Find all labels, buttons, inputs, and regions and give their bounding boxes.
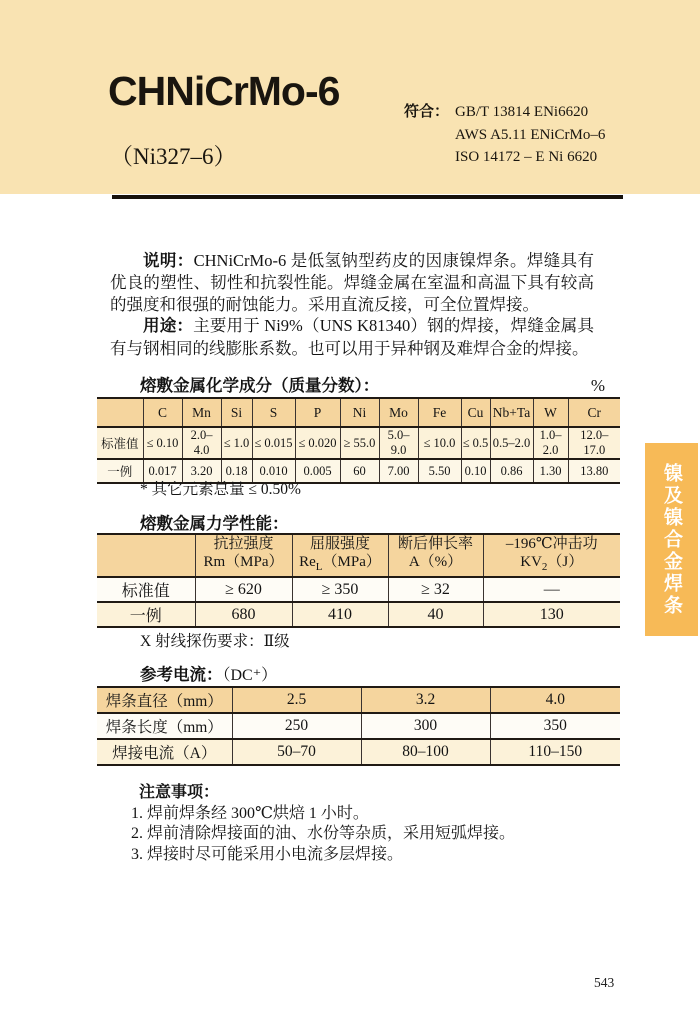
chem-col-header: Mn (182, 398, 221, 427)
mech-col-header: 屈服强度 $Re_L(MPa)$ (292, 534, 388, 577)
chem-col-header: Fe (418, 398, 461, 427)
row-label: 标准值 (100, 437, 139, 451)
row-label: 标准值 (121, 583, 170, 600)
notes-block (131, 783, 515, 865)
current-dc-param: （DC⁺） (222, 667, 278, 684)
chem-col-header: Ni (340, 398, 379, 427)
mech-cell: — (483, 577, 620, 602)
standards-block (404, 101, 605, 169)
header-band (0, 0, 700, 194)
product-model: （Ni327–6） (110, 144, 237, 169)
chemical-composition-table (97, 397, 620, 484)
row-label: 焊条直径（mm） (105, 693, 223, 710)
chem-cell: 0.010 (252, 459, 295, 483)
chem-col-header: Cu (461, 398, 490, 427)
cur-cell: 300 (361, 713, 490, 739)
paragraph-yongtu (110, 315, 594, 359)
mechanical-standard-row (97, 577, 620, 602)
chem-cell: ≥ 55.0 (340, 427, 379, 459)
current-section-header (140, 661, 277, 685)
mechanical-example-row (97, 602, 620, 627)
mech-cell: ≥ 350 (292, 577, 388, 602)
chem-cell: 0.18 (221, 459, 252, 483)
reference-current-table (97, 686, 620, 766)
length-row (97, 713, 620, 739)
row-label: 一例 (129, 608, 162, 625)
mech-col-header: –196℃冲击功 $KV_2(J)$ (483, 534, 620, 577)
mechanical-properties-table (97, 533, 620, 628)
note-item: 2. 焊前清除焊接面的油、水份等杂质，采用短弧焊接。 (131, 825, 516, 843)
description-block (110, 250, 594, 359)
notes-title: 注意事项： (139, 784, 220, 801)
category-side-tab: 镍及镍合金焊条 (645, 443, 698, 636)
chem-col-header: C (143, 398, 182, 427)
row-label: 焊接电流（A） (112, 745, 217, 762)
chemical-section-title: 熔敷金属化学成分（质量分数）： (140, 377, 380, 395)
shuoming-label: 说明： (143, 252, 194, 270)
chem-cell: ≤ 0.10 (143, 427, 182, 459)
chem-cell: 3.20 (182, 459, 221, 483)
chem-cell: 0.10 (461, 459, 490, 483)
chem-cell: 2.0–4.0 (182, 427, 221, 459)
chem-cell: 13.80 (568, 459, 620, 483)
cur-cell: 80–100 (361, 739, 490, 765)
conform-label: 符合： (404, 103, 450, 120)
chem-cell: ≤ 0.5 (461, 427, 490, 459)
chem-col-header: W (533, 398, 568, 427)
mechanical-section-title: 熔敷金属力学性能： (140, 515, 289, 533)
chem-col-header (97, 398, 143, 427)
chem-cell: 0.5–2.0 (490, 427, 533, 459)
mechanical-header-row (97, 534, 620, 577)
chem-cell: ≤ 10.0 (418, 427, 461, 459)
chem-cell: ≤ 1.0 (221, 427, 252, 459)
chem-col-header: Nb+Ta (490, 398, 533, 427)
mech-cell: 130 (483, 602, 620, 627)
chem-col-header: Cr (568, 398, 620, 427)
chem-cell: ≤ 0.020 (295, 427, 340, 459)
chem-cell: 5.0–9.0 (379, 427, 418, 459)
mech-cell: 680 (195, 602, 292, 627)
mech-cell: 40 (388, 602, 483, 627)
current-row (97, 739, 620, 765)
header-divider-rule (112, 195, 623, 199)
corner-cell (97, 534, 195, 577)
paragraph-shuoming (110, 250, 594, 315)
chem-cell: 12.0–17.0 (568, 427, 620, 459)
yongtu-label: 用途： (143, 317, 194, 336)
chem-col-header: S (252, 398, 295, 427)
current-section-title: 参考电流： (140, 666, 223, 684)
row-label: 焊条长度（mm） (105, 719, 223, 736)
shuoming-text: CHNiCrMo-6 是低氢钠型药皮的因康镍焊条。焊缝具有优良的塑性、韧性和抗裂性能。焊缝金属在室温和高温下具有较高的强度和很强的耐蚀能力。采用直流反接，可全位置焊接。 (110, 251, 595, 314)
chemical-header-row (97, 398, 620, 427)
note-item: 1. 焊前焊条经 300℃烘焙 1 小时。 (131, 804, 369, 822)
diameter-row (97, 687, 620, 713)
chem-cell: 7.00 (379, 459, 418, 483)
chem-col-header: P (295, 398, 340, 427)
cur-cell: 350 (490, 713, 620, 739)
yongtu-text: 主要用于 Ni9%（UNS K81340）钢的焊接，焊缝金属具有与钢相同的线膨胀系数。也可以用于异种钢及难焊合金的焊接。 (110, 316, 594, 358)
cur-cell: 3.2 (361, 687, 490, 713)
chem-cell: 60 (340, 459, 379, 483)
note-item: 3. 焊接时尽可能采用小电流多层焊接。 (131, 845, 404, 863)
cur-cell: 250 (232, 713, 361, 739)
mech-col-header: 断后伸长率 A（%） (388, 534, 483, 577)
chemical-footnote: * 其它元素总量 ≤ 0.50% (140, 481, 301, 498)
cur-cell: 2.5 (232, 687, 361, 713)
chem-col-header: Mo (379, 398, 418, 427)
chem-cell: 0.005 (295, 459, 340, 483)
mech-cell: ≥ 32 (388, 577, 483, 602)
cur-cell: 4.0 (490, 687, 620, 713)
standard-line: AWS A5.11 ENiCrMo–6 (455, 126, 606, 143)
chem-cell: 5.50 (418, 459, 461, 483)
cur-cell: 50–70 (232, 739, 361, 765)
chem-col-header: Si (221, 398, 252, 427)
chemical-standard-row (97, 427, 620, 459)
standard-line: GB/T 13814 ENi6620 (455, 104, 589, 120)
chemical-section-header (140, 372, 605, 396)
standard-line: ISO 14172 – E Ni 6620 (455, 149, 598, 165)
standards-list (455, 101, 605, 169)
mech-cell: 410 (292, 602, 388, 627)
chemical-unit: % (590, 376, 605, 395)
product-title: CHNiCrMo-6 (108, 68, 340, 114)
page-number: 543 (594, 975, 615, 990)
row-label: 一例 (107, 465, 133, 479)
chem-cell: ≤ 0.015 (252, 427, 295, 459)
mech-cell: ≥ 620 (195, 577, 292, 602)
chem-cell: 1.30 (533, 459, 568, 483)
mech-col-header: 抗拉强度 Rm（MPa） (195, 534, 292, 577)
chem-cell: 1.0–2.0 (533, 427, 568, 459)
xray-requirement: X 射线探伤要求：Ⅱ级 (140, 633, 290, 650)
cur-cell: 110–150 (490, 739, 620, 765)
chem-cell: 0.86 (490, 459, 533, 483)
chem-cell: 0.017 (143, 459, 182, 483)
